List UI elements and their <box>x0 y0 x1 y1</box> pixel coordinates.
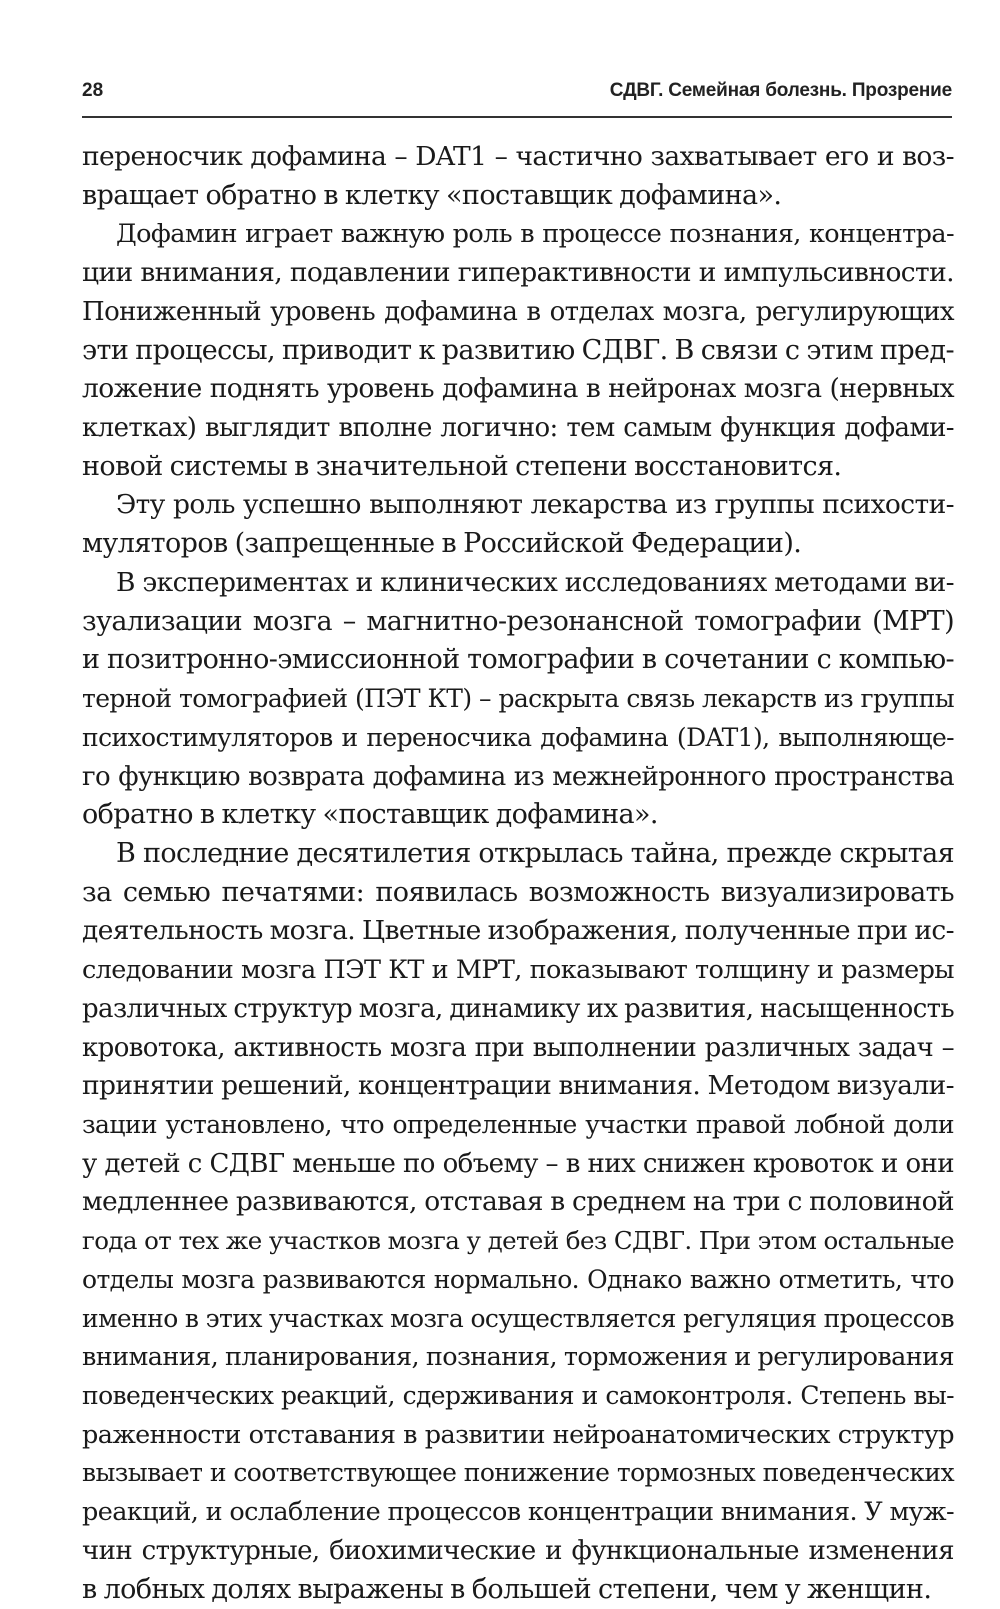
text-line: у детей с СДВГ меньше по объему – в них снижен кровоток и они <box>82 1148 954 1179</box>
text-line: поведенческих реакций, сдерживания и самоконтроля. Степень вы- <box>82 1381 954 1410</box>
text-line: зации установлено, что определенные участки правой лобной доли <box>82 1109 954 1139</box>
text-line: клетках) выглядит вполне логично: тем самым функция дофами- <box>82 413 954 444</box>
body-text <box>82 138 954 1609</box>
text-line: новой системы в значительной степени восстановится. <box>82 450 842 482</box>
text-line: вращает обратно в клетку «поставщик дофамина». <box>82 179 782 211</box>
text-line: различных структур мозга, динамику их развития, насыщенность <box>82 993 954 1024</box>
text-line: зуализации мозга – магнитно-резонансной томографии (МРТ) <box>82 605 954 637</box>
page-number: 28 <box>82 80 104 101</box>
page-header <box>82 78 952 112</box>
text-line: чин структурные, биохимические и функциональные изменения <box>82 1535 954 1566</box>
text-line: вызывает и соответствующее понижение тормозных поведенческих <box>82 1458 954 1488</box>
text-line: за семью печатями: появилась возможность визуализировать <box>82 876 954 908</box>
text-line: отделы мозга развиваются нормально. Однако важно отметить, что <box>82 1264 954 1294</box>
running-title: СДВГ. Семейная болезнь. Прозрение <box>609 80 952 101</box>
text-line: и позитронно-эмиссионной томографии в сочетании с компью- <box>82 644 954 676</box>
header-rule <box>82 116 952 118</box>
text-line: В последние десятилетия открылась тайна, прежде скрытая <box>116 837 954 869</box>
text-line: деятельность мозга. Цветные изображения, полученные при ис- <box>82 915 954 947</box>
text-line: следовании мозга ПЭТ КТ и МРТ, показывают толщину и размеры <box>82 955 954 986</box>
text-line: принятии решений, концентрации внимания. Методом визуали- <box>82 1070 954 1102</box>
text-line: го функцию возврата дофамина из межнейронного пространства <box>82 761 954 792</box>
text-line: именно в этих участках мозга осуществляется регуляция процессов <box>82 1303 954 1333</box>
text-line: года от тех же участков мозга у детей без СДВГ. При этом остальные <box>82 1226 954 1256</box>
text-line: переносчик дофамина – DAT1 – частично захватывает его и воз- <box>82 141 954 172</box>
text-line: эти процессы, приводит к развитию СДВГ. В связи с этим пред- <box>82 334 954 366</box>
text-line: психостимуляторов и переносчика дофамина (DAT1), выполняюще- <box>82 722 954 752</box>
text-line: Пониженный уровень дофамина в отделах мозга, регулирующих <box>82 296 954 327</box>
text-line: внимания, планирования, познания, торможения и регулирования <box>82 1342 954 1373</box>
text-line: раженности отставания в развитии нейроанатомических структур <box>82 1419 954 1450</box>
text-line: обратно в клетку «поставщик дофамина». <box>82 799 658 831</box>
text-line: медленнее развиваются, отставая в среднем на три с половиной <box>82 1186 954 1218</box>
text-line: Эту роль успешно выполняют лекарства из группы психости- <box>116 489 954 521</box>
text-line: муляторов (запрещенные в Российской Федерации). <box>82 528 802 560</box>
text-line: ции внимания, подавлении гиперактивности и импульсивности. <box>82 257 954 289</box>
text-line: реакций, и ослабление процессов концентрации внимания. У муж- <box>82 1497 954 1528</box>
text-line: в лобных долях выражены в большей степени, чем у женщин. <box>82 1573 932 1605</box>
text-line: ложение поднять уровень дофамина в нейронах мозга (нервных <box>82 373 954 405</box>
text-line: В экспериментах и клинических исследованиях методами ви- <box>116 566 954 598</box>
text-line: кровотока, активность мозга при выполнении различных задач – <box>82 1032 954 1063</box>
text-line: Дофамин играет важную роль в процессе познания, концентра- <box>116 219 954 250</box>
text-line: терной томографией (ПЭТ КТ) – раскрыта связь лекарств из группы <box>82 684 954 714</box>
